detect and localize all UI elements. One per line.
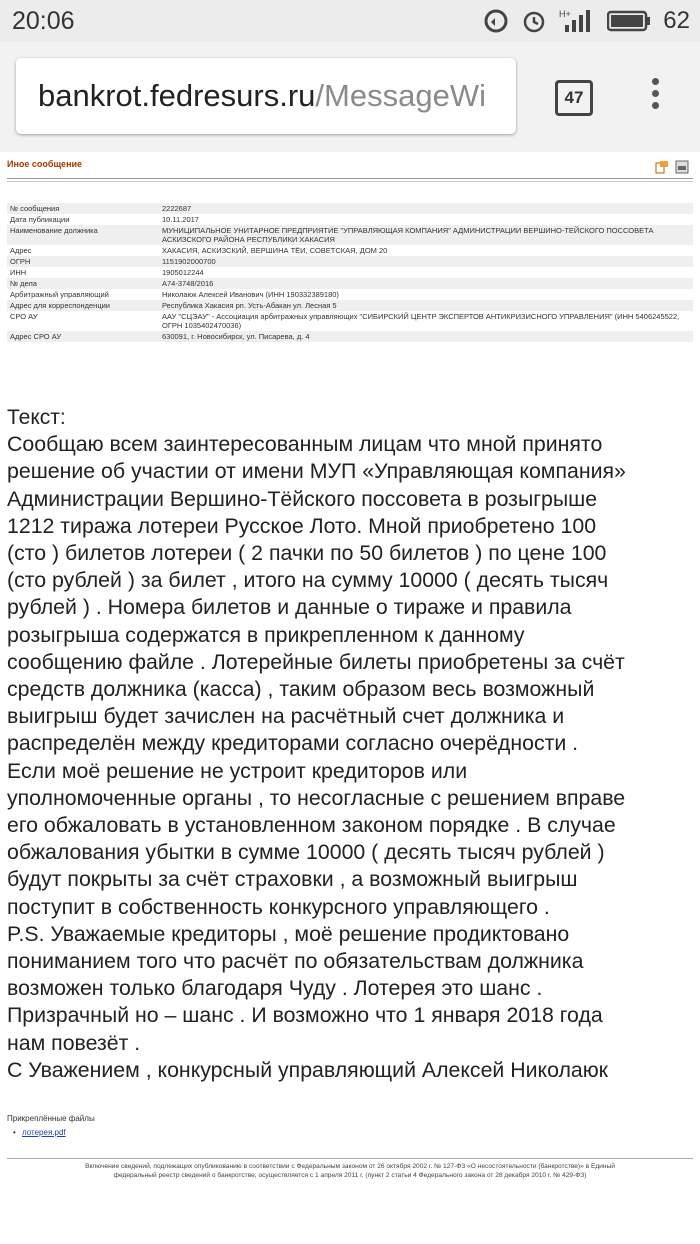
text-line: розыгрыша содержатся в прикрепленном к данному [7, 622, 525, 647]
info-value: 2222687 [159, 203, 693, 214]
footer-line: федеральный реестр сведений о банкротстве, осуществляется с 1 апреля 2011 г. (пункт 2 статьи 4 Федерального закона от 28 декабря 2010 г. № 429-ФЗ) [113, 1172, 587, 1179]
text-line: С Уважением , конкурсный управляющий Алексей Николаюк [7, 1057, 609, 1082]
info-key: Арбитражный управляющий [10, 290, 109, 299]
data-saver-icon [483, 8, 509, 34]
info-value: МУНИЦИПАЛЬНОЕ УНИТАРНОЕ ПРЕДПРИЯТИЕ "УПРАВЛЯЮЩАЯ КОМПАНИЯ" АДМИНИСТРАЦИИ ВЕРШИНО-ТЕЙСКОГО ПОССОВЕТА АСКИЗСКОГО РАЙОНА РЕСПУБЛИКИ ХАКАСИЯ [159, 225, 693, 245]
info-value: Республика Хакасия рп. Усть-Абакан ул. Лесная 5 [159, 300, 693, 311]
message-info-table [7, 203, 693, 342]
text-line: распределён между кредиторами согласно очерёдности . [7, 731, 579, 756]
status-time: 20:06 [12, 7, 75, 35]
page-title: Иное сообщение [7, 159, 83, 169]
info-value: ААУ "СЦЭАУ" - Ассоциация арбитражных управляющих "СИБИРСКИЙ ЦЕНТР ЭКСПЕРТОВ АНТИКРИЗИСНОГО УПРАВЛЕНИЯ" (ИНН 5406245522, ОГРН 1035402470036) [162, 312, 680, 330]
text-line: выигрыш будет зачислен на расчётный счет должника и [7, 704, 565, 729]
header-divider-secondary [7, 181, 693, 182]
text-line: сообщению файле . Лотерейные билеты приобретены за счёт [7, 649, 625, 674]
header-divider [7, 178, 693, 179]
text-line: рублей ) . Номера билетов и данные о тираже и правила [7, 595, 572, 620]
tab-switcher-button[interactable]: 47 [555, 80, 593, 116]
url-host: bankrot.fedresurs.ru [38, 78, 316, 113]
info-row [7, 311, 693, 331]
attachments-title: Прикреплённые файлы [7, 1114, 95, 1123]
info-key: № сообщения [7, 203, 159, 214]
info-value: А74-3748/2016 [159, 278, 693, 289]
text-line: пониманием того что расчёт по обязательствам должника [7, 949, 584, 974]
info-value: Николаюк Алексей Иванович (ИНН 190332389180) [162, 290, 339, 299]
browser-toolbar [0, 42, 700, 152]
text-line: P.S. Уважаемые кредиторы , моё решение продиктовано [7, 921, 570, 946]
footer-note [20, 1162, 680, 1180]
footer-divider [7, 1158, 693, 1159]
info-row [7, 214, 693, 225]
info-row [7, 203, 693, 214]
address-bar[interactable] [16, 58, 516, 134]
text-label: Текст: [7, 406, 66, 429]
info-value: 630091, г. Новосибирск, ул. Писарева, д. 4 [159, 331, 693, 342]
text-line: решение об участии от имени МУП «Управляющая компания» [7, 459, 626, 484]
status-bar [0, 0, 700, 42]
info-value: 10.11.2017 [162, 215, 199, 224]
info-value: 1151902000700 [159, 256, 693, 267]
text-line: его обжаловать в установленном законом порядке . В случае [7, 813, 616, 838]
text-line: средств должника (касса) , таким образом весь возможный [7, 677, 595, 702]
info-row [7, 331, 693, 342]
network-type-label: H+ [559, 9, 572, 19]
attachment-link[interactable]: лотерея.pdf [22, 1128, 66, 1137]
text-line: Призрачный но – шанс . И возможно что 1 января 2018 года [7, 1003, 603, 1028]
info-value: ХАКАСИЯ, АСКИЗСКИЙ, ВЕРШИНА ТЁИ, СОВЕТСКАЯ, ДОМ 20 [162, 246, 388, 255]
info-row [7, 245, 693, 256]
print-icon[interactable] [655, 160, 669, 174]
info-row [7, 300, 693, 311]
info-row [7, 278, 693, 289]
attachment-item [22, 1128, 66, 1137]
text-line: Администрации Вершино-Тёйского поссовета в розыгрыше [7, 486, 598, 511]
info-row [7, 225, 693, 245]
text-line: обжалования убытки в сумме 10000 ( десять тысяч рублей ) [7, 840, 605, 865]
alarm-icon [521, 8, 547, 34]
info-key: ОГРН [7, 256, 159, 267]
battery-percent: 62 [663, 7, 690, 34]
info-key: Адрес для корреспонденции [7, 300, 159, 311]
text-line: поступит в собственность конкурсного управляющего . [7, 894, 550, 919]
text-line: Если моё решение не устроит кредиторов или [7, 758, 468, 783]
signal-icon [559, 8, 595, 34]
text-line: (сто рублей ) за билет , итого на сумму 10000 ( десять тысяч [7, 568, 609, 593]
info-key: Наименование должника [7, 225, 159, 245]
header-actions [655, 160, 689, 174]
info-key: № дела [7, 278, 159, 289]
info-key: ИНН [10, 268, 27, 277]
pdf-icon[interactable] [675, 160, 689, 174]
message-text [7, 404, 697, 1084]
info-key: СРО АУ [10, 312, 38, 321]
text-line: (сто ) билетов лотереи ( 2 пачки по 50 билетов ) по цене 100 [7, 541, 607, 566]
url-text[interactable] [38, 78, 486, 114]
overflow-menu-icon[interactable] [645, 78, 665, 118]
footer-line: Включение сведений, подлежащих опубликованию в соответствии с Федеральным законом от 26 октября 2002 г. № 127-ФЗ «О несостоятельности (банкротстве)» в Единый [85, 1163, 615, 1170]
text-line: уполномоченные органы , то несогласные с решением вправе [7, 785, 626, 810]
message-body [7, 431, 697, 1084]
info-value: 1905012244 [162, 268, 204, 277]
info-key: Адрес СРО АУ [7, 331, 159, 342]
info-key: Дата публикации [10, 215, 70, 224]
status-icons [483, 6, 690, 36]
text-line: будут покрыты за счёт страховки , а возможный выигрыш [7, 867, 578, 892]
text-line: возможен только благодаря Чуду . Лотерея это шанс . [7, 976, 543, 1001]
text-line: 1212 тиража лотереи Русское Лото. Мной приобретено 100 [7, 513, 597, 538]
info-key: Адрес [10, 246, 32, 255]
attachments-list [22, 1128, 66, 1137]
battery-icon [607, 10, 651, 32]
text-line: Сообщаю всем заинтересованным лицам что мной принято [7, 432, 603, 457]
info-row [7, 256, 693, 267]
text-line: нам повезёт . [7, 1030, 141, 1055]
info-row [7, 267, 693, 278]
url-path: /MessageWi [315, 78, 486, 113]
info-row [7, 289, 693, 300]
